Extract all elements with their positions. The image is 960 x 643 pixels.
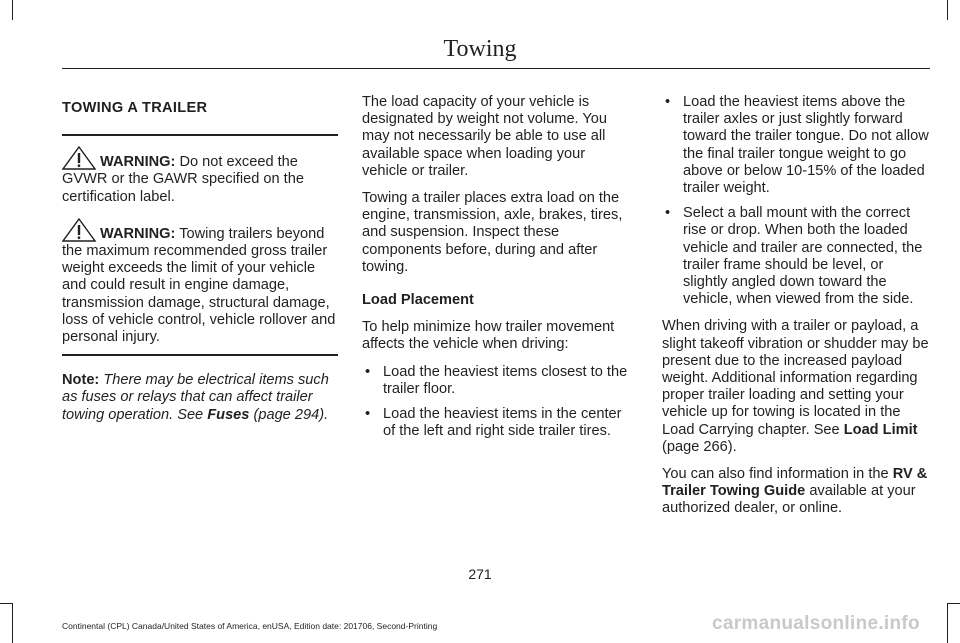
bullet-list bbox=[662, 94, 930, 308]
list-item bbox=[362, 406, 634, 440]
bullet-list bbox=[362, 364, 634, 441]
edition-footer: Continental (CPL) Canada/United States of America, enUSA, Edition date: 201706, Second-Printing bbox=[62, 621, 438, 631]
crop-mark bbox=[947, 603, 948, 643]
note-page-ref: (page 294). bbox=[249, 406, 329, 423]
note-text: There may be electrical items such as fuses or relays that can affect trailer towing operation. See bbox=[62, 372, 329, 423]
rv-trailer-towing-guide-link[interactable]: RV & Trailer Towing Guide bbox=[662, 466, 928, 500]
warning-label: WARNING: bbox=[100, 225, 176, 242]
warning-triangle-icon bbox=[62, 218, 96, 242]
list-item bbox=[362, 364, 634, 398]
bullet-icon: • bbox=[365, 363, 371, 380]
list-item-text: Load the heaviest items in the center of the left and right side trailer tires. bbox=[383, 406, 622, 440]
bullet-icon: • bbox=[365, 406, 371, 423]
warning-text: Do not exceed the GVWR or the GAWR specified on the certification label. bbox=[62, 154, 304, 205]
bullet-icon: • bbox=[665, 205, 671, 222]
warning-item bbox=[62, 146, 338, 206]
paragraph bbox=[662, 466, 930, 518]
list-item bbox=[662, 94, 930, 197]
page-header-title: Towing bbox=[443, 36, 517, 62]
list-item-text: Load the heaviest items closest to the trailer floor. bbox=[383, 363, 628, 397]
warning-item bbox=[62, 218, 338, 346]
crop-mark bbox=[947, 0, 948, 20]
watermark-text: carmanualsonline.info bbox=[712, 613, 920, 634]
warning-label: WARNING: bbox=[100, 154, 176, 171]
paragraph: To help minimize how trailer movement affects the vehicle when driving: bbox=[362, 319, 615, 353]
column-right bbox=[662, 94, 930, 528]
paragraph: Towing a trailer places extra load on the engine, transmission, axle, brakes, tires, and suspension. Inspect these components before, during and after towing. bbox=[362, 190, 623, 275]
note-label: Note: bbox=[62, 372, 100, 389]
bullet-icon: • bbox=[665, 94, 671, 110]
subheading-load-placement: Load Placement bbox=[362, 292, 474, 309]
column-left bbox=[62, 94, 338, 434]
load-limit-link[interactable]: Load Limit bbox=[843, 421, 918, 438]
page-number: 271 bbox=[468, 566, 492, 582]
list-item-text: Load the heaviest items above the trailer axles or just slightly forward toward the trailer tongue. Do not allow the final trailer tongue weight to go above or below 10-15% of the loaded trailer weight. bbox=[683, 94, 929, 197]
list-item-text: Select a ball mount with the correct rise or drop. When both the loaded vehicle and trailer are connected, the trailer frame should be level, or slightly angled down toward the vehicle, when viewed from the side. bbox=[683, 205, 923, 308]
paragraph bbox=[662, 318, 930, 456]
section-title: TOWING A TRAILER bbox=[62, 100, 208, 116]
note-paragraph bbox=[62, 372, 338, 424]
fuses-link[interactable]: Fuses bbox=[207, 406, 250, 423]
crop-mark bbox=[12, 0, 13, 20]
warning-triangle-icon bbox=[62, 146, 96, 170]
header-divider bbox=[62, 68, 930, 69]
warning-box bbox=[62, 134, 338, 356]
column-middle bbox=[362, 94, 634, 450]
crop-mark bbox=[948, 603, 960, 604]
page-ref: (page 266). bbox=[662, 438, 737, 455]
warning-text: Towing trailers beyond the maximum recommended gross trailer weight exceeds the limit of your vehicle and could result in engine damage, transmission damage, structural damage, loss of vehicle control, vehicle rollover and personal injury. bbox=[62, 225, 336, 346]
crop-mark bbox=[12, 603, 13, 643]
paragraph-text: When driving with a trailer or payload, a slight takeoff vibration or shudder may be present due to the increased payload weight. Additional information regarding proper trailer loading and setting your vehicle up for towing is located in the Load Carrying chapter. See bbox=[662, 318, 929, 438]
crop-mark bbox=[0, 603, 12, 604]
paragraph: The load capacity of your vehicle is designated by weight not volume. You may not necessarily be able to use all available space when loading your vehicle or trailer. bbox=[362, 94, 608, 179]
paragraph-text: You can also find information in the bbox=[662, 466, 893, 483]
list-item bbox=[662, 205, 930, 308]
paragraph-text: available at your authorized dealer, or online. bbox=[662, 483, 916, 517]
